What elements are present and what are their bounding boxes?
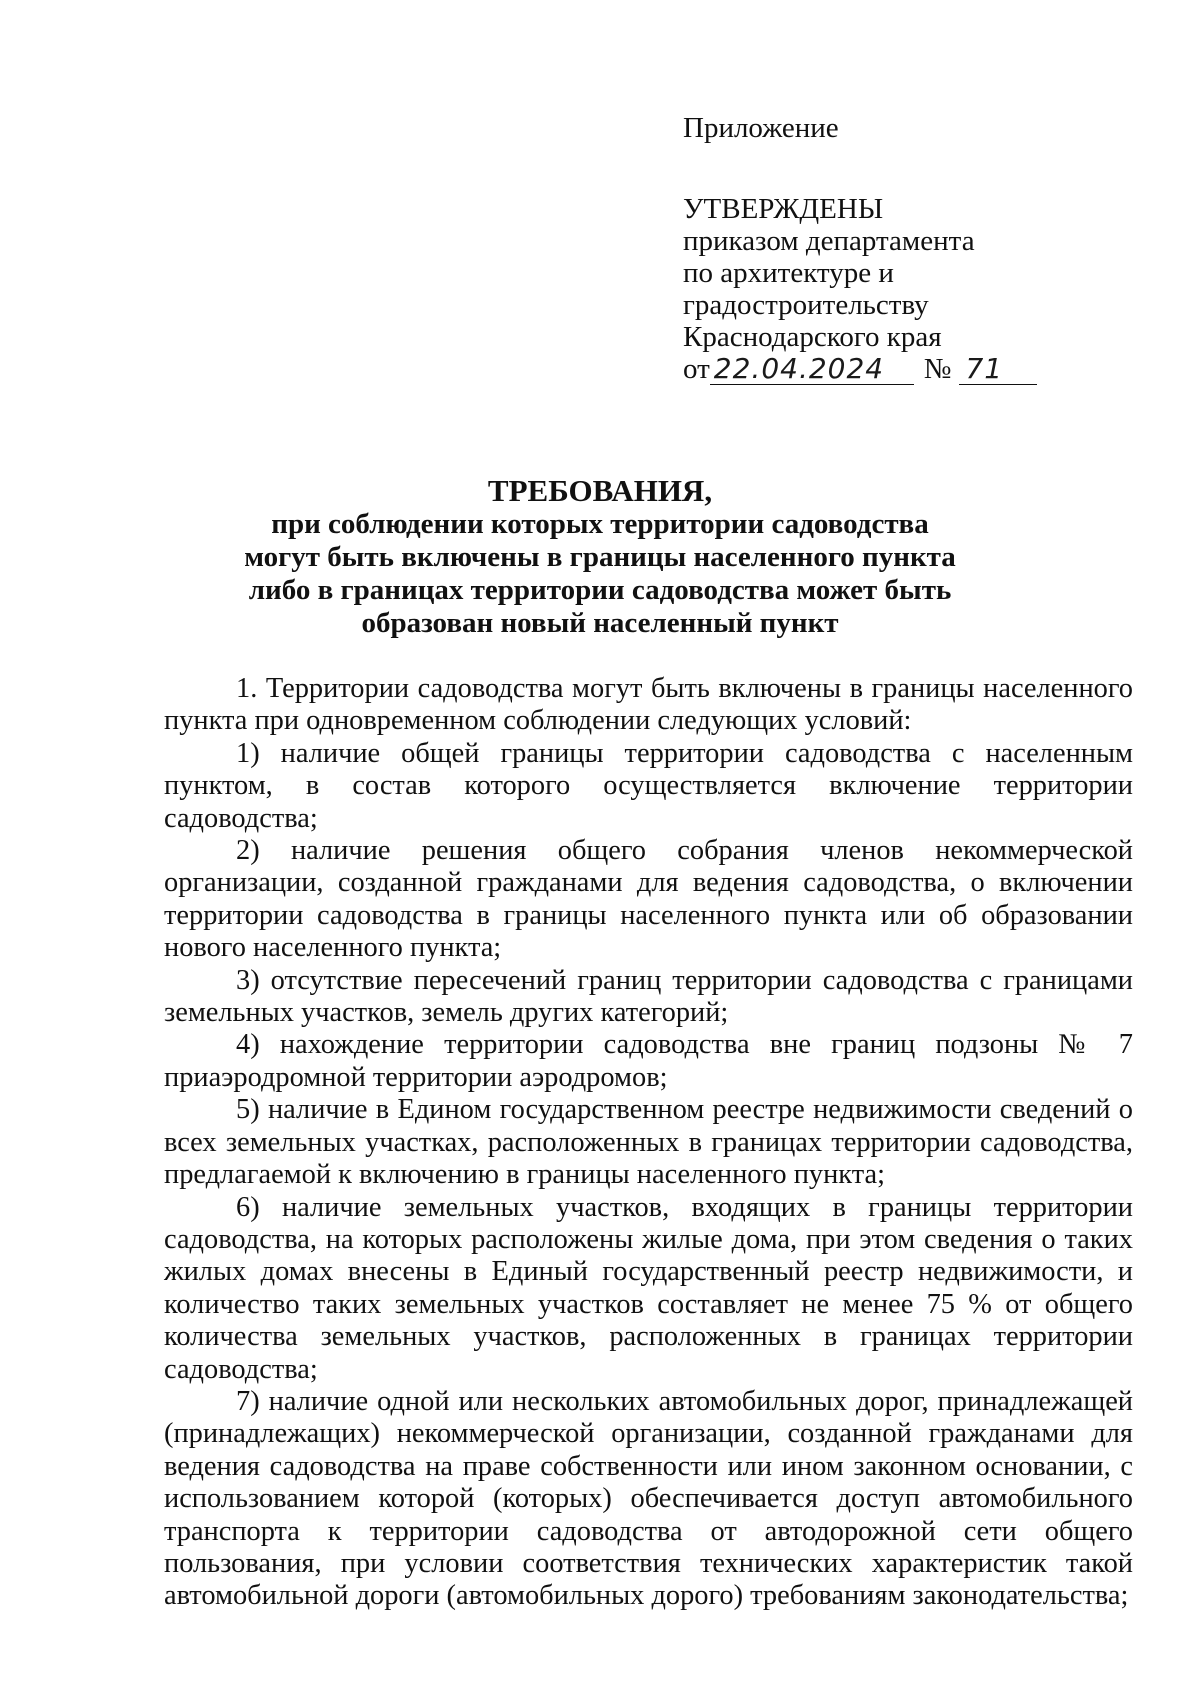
approved-label: УТВЕРЖДЕНЫ	[683, 193, 884, 225]
paragraph: 3) отсутствие пересечений границ территории садоводства с границами земельных участков, земель других категорий;	[164, 964, 1133, 1029]
paragraph: 7) наличие одной или нескольких автомобильных дорог, принадлежащей (принадлежащих) некоммерческой организации, созданной гражданами для ведения садоводства на праве собственности или ином законном основании, с использованием которой (которых) обеспечивается доступ автомобильного транспорта к территории садоводства от автодорожной сети общего пользования, при условии соответствия технических характеристик такой автомобильной дороги (автомобильных дорого) требованиям законодательства;	[164, 1385, 1133, 1612]
date-prefix: от	[683, 353, 710, 385]
approval-line: приказом департамента	[683, 225, 975, 257]
paragraph: 5) наличие в Едином государственном реестре недвижимости сведений о всех земельных участках, расположенных в границах территории садоводства, предлагаемой к включению в границы населенного пункта;	[164, 1094, 1133, 1191]
approval-line: Краснодарского края	[683, 321, 942, 353]
handwritten-number: 71	[959, 354, 1037, 385]
paragraph: 4) нахождение территории садоводства вне границ подзоны № 7 приаэродромной территории аэродромов;	[164, 1029, 1133, 1093]
title-line: образован новый населенный пункт	[361, 607, 839, 639]
handwritten-date: 22.04.2024	[710, 354, 914, 385]
document-title	[150, 474, 1050, 640]
paragraph: 1. Территории садоводства могут быть включены в границы населенного пункта при одновременном соблюдении следующих условий:	[164, 673, 1133, 737]
title-line: при соблюдении которых территории садоводства	[271, 508, 929, 540]
approval-block	[683, 112, 1083, 385]
document-body	[164, 673, 1133, 1613]
paragraph: 2) наличие решения общего собрания членов некоммерческой организации, созданной гражданами для ведения садоводства, о включении территории садоводства в границы населенного пункта или об образовании нового населенного пункта;	[164, 835, 1133, 964]
appendix-label: Приложение	[683, 112, 839, 144]
title-line: могут быть включены в границы населенного пункта	[244, 541, 956, 573]
number-sign: №	[923, 353, 952, 385]
title-line: либо в границах территории садоводства может быть	[248, 574, 952, 606]
title-main: ТРЕБОВАНИЯ,	[487, 473, 713, 508]
approval-line: по архитектуре и	[683, 257, 894, 289]
paragraph: 6) наличие земельных участков, входящих в границы территории садоводства, на которых расположены жилые дома, при этом сведения о таких жилых домах внесены в Единый государственный реестр недвижимости, и количество таких земельных участков составляет не менее 75 % от общего количества земельных участков, расположенных в границах территории садоводства;	[164, 1191, 1133, 1385]
paragraph: 1) наличие общей границы территории садоводства с населенным пунктом, в состав которого осуществляется включение территории садоводства;	[164, 737, 1133, 834]
approval-line: градостроительству	[683, 289, 929, 321]
order-date-line	[683, 353, 1083, 385]
